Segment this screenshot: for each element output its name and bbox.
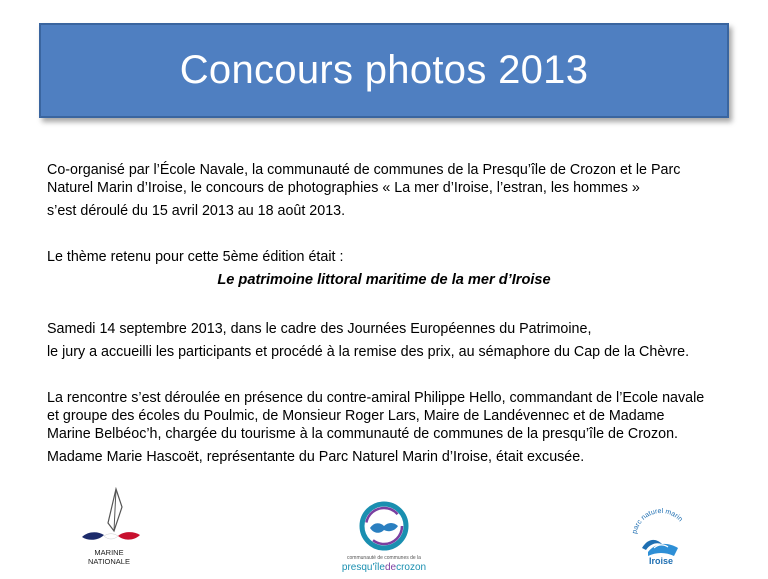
theme-intro bbox=[47, 248, 737, 266]
marine-line2: NATIONALE bbox=[88, 557, 130, 566]
crozon-name-part3: crozon bbox=[396, 562, 427, 573]
marine-anchor-mark-icon bbox=[74, 487, 144, 549]
crozon-name-part2: de bbox=[384, 562, 397, 573]
theme-intro-text: Le thème retenu pour cette 5ème édition était : bbox=[47, 249, 344, 265]
paragraph-line: Madame Marie Hascoët, représentante du Parc Naturel Marin d’Iroise, était excusée. bbox=[47, 449, 585, 465]
paragraph-line: Co-organisé par l’École Navale, la communauté de communes de la Presqu’île de Crozon et le Parc bbox=[47, 162, 681, 178]
crozon-name bbox=[338, 562, 430, 574]
paragraph-line: Marine Belbéoc’h, chargée du tourisme à la communauté de communes de la presqu’île de Crozon. bbox=[47, 426, 678, 442]
marine-line1: MARINE bbox=[94, 548, 124, 557]
marine-nationale-logo bbox=[74, 487, 144, 575]
crozon-name-part1: presqu'île bbox=[341, 562, 385, 573]
paragraph-event bbox=[47, 320, 737, 361]
iroise-logo bbox=[626, 504, 696, 574]
crozon-small-text: communauté de communes de la bbox=[347, 555, 421, 561]
theme-title: Le patrimoine littoral maritime de la mer d’Iroise bbox=[217, 272, 551, 288]
iroise-name: Iroise bbox=[648, 556, 673, 566]
paragraph-line: Naturel Marin d’Iroise, le concours de photographies « La mer d’Iroise, l’estran, les hommes » bbox=[47, 180, 640, 196]
slide-title: Concours photos 2013 bbox=[179, 48, 589, 92]
paragraph-organizers bbox=[47, 161, 737, 220]
paragraph-attendees bbox=[47, 389, 737, 466]
iroise-arc-text: parc naturel marin bbox=[631, 507, 684, 535]
title-box bbox=[39, 23, 729, 118]
crozon-ring-icon bbox=[338, 500, 430, 554]
svg-text:parc naturel marin bbox=[631, 508, 683, 535]
paragraph-line: le jury a accueilli les participants et procédé à la remise des prix, au sémaphore du Cap de la Chèvre. bbox=[47, 344, 690, 360]
paragraph-line: La rencontre s’est déroulée en présence du contre-amiral Philippe Hello, commandant de l’Ecole navale bbox=[47, 390, 705, 406]
paragraph-line: s’est déroulé du 15 avril 2013 au 18 août 2013. bbox=[47, 203, 346, 219]
paragraph-line: et groupe des écoles du Poulmic, de Monsieur Roger Lars, Maire de Landévennec et de Madame bbox=[47, 408, 665, 424]
crozon-logo bbox=[338, 500, 430, 576]
paragraph-line: Samedi 14 septembre 2013, dans le cadre des Journées Européennes du Patrimoine, bbox=[47, 321, 592, 337]
